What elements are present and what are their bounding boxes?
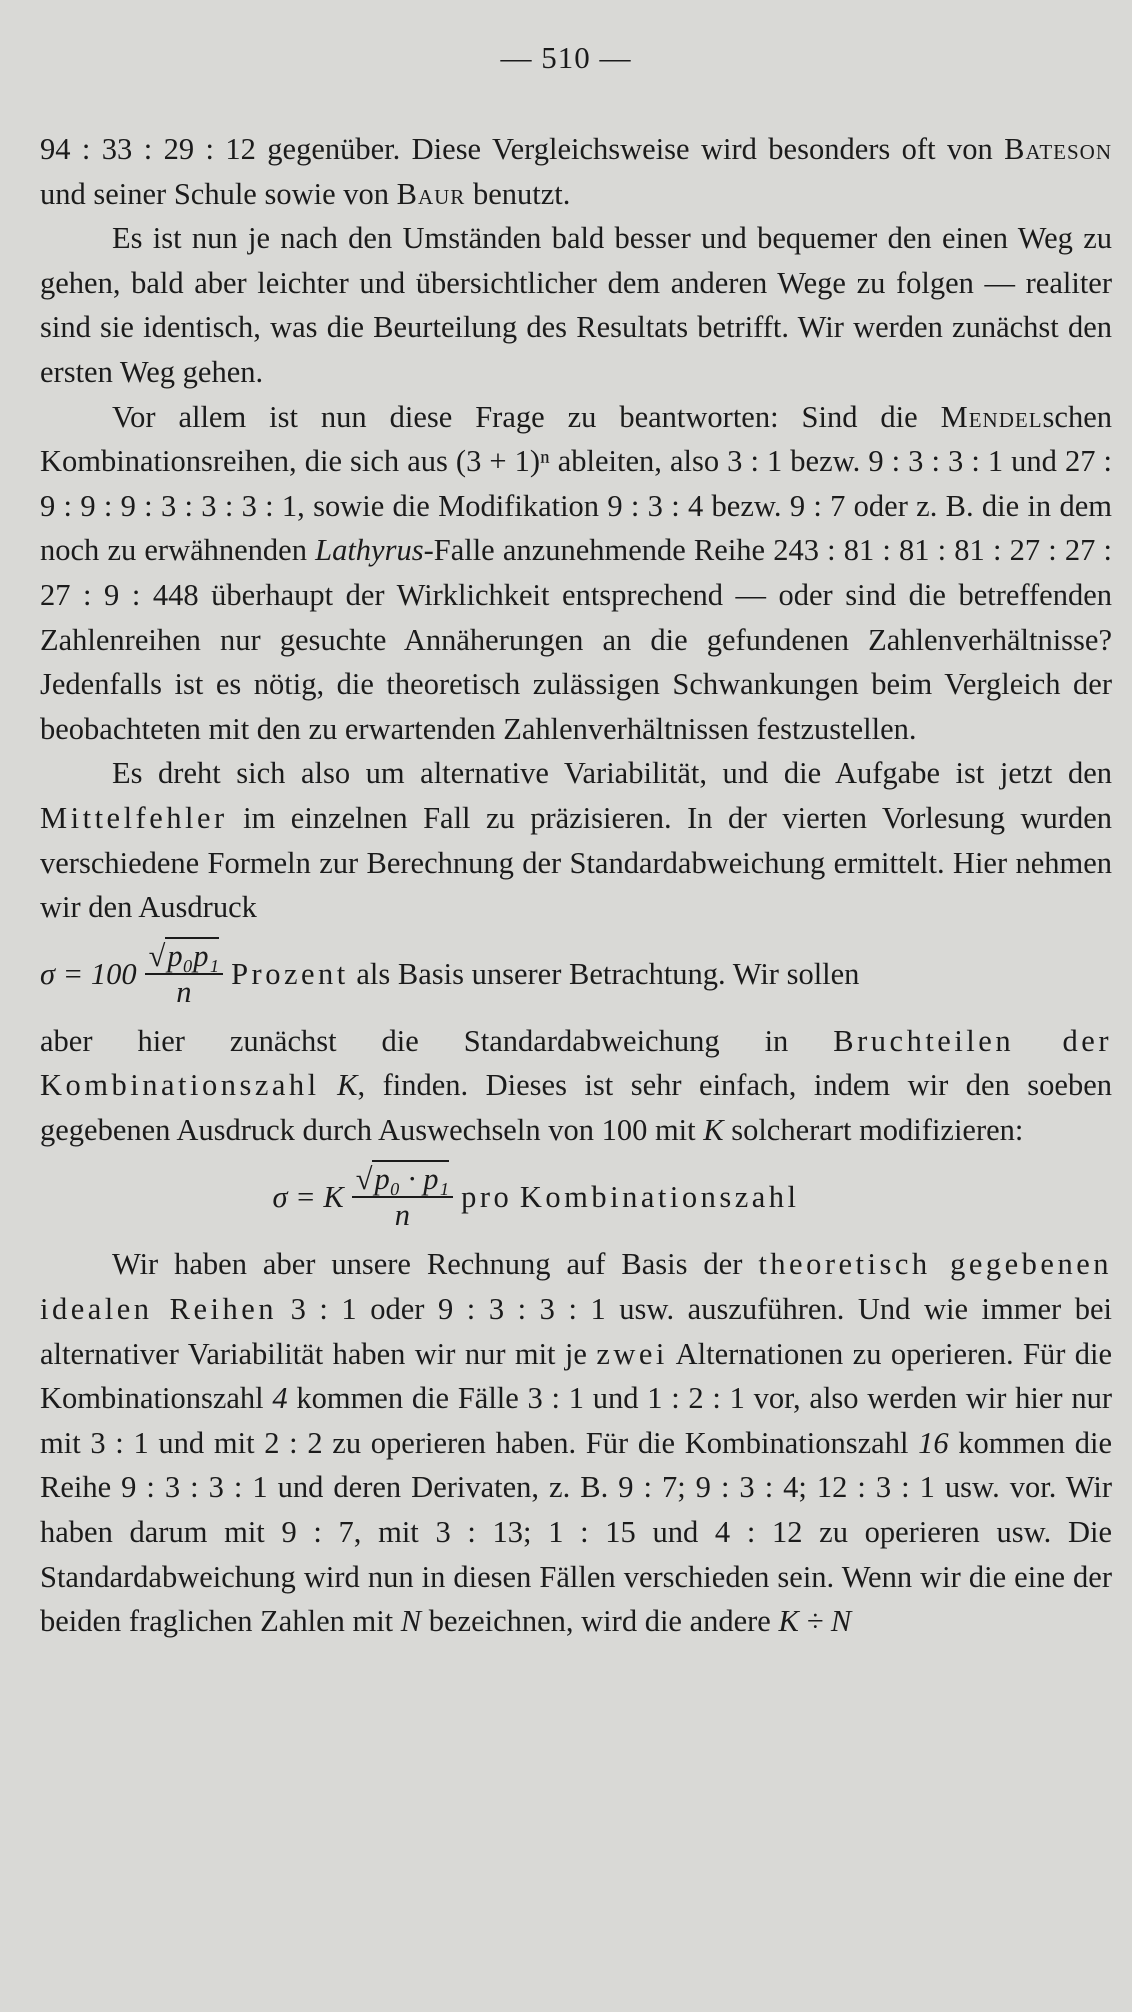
variable-n: N	[400, 1604, 422, 1639]
sqrt-icon: √	[148, 939, 166, 974]
text-span: bezeichnen, wird die andere	[421, 1604, 779, 1639]
text-span: Vor allem ist nun diese Frage zu beantworten: Sind die	[112, 399, 941, 434]
formula-1-line	[40, 930, 1112, 1019]
spaced-term: Mittelfehler	[40, 800, 228, 835]
expression-k-minus-n: K ÷ N	[778, 1604, 852, 1639]
text-span: , finden. Dieses ist sehr einfach, indem wir den soeben gegebenen Ausdruck durch Auswechseln von 100 mit	[40, 1068, 1113, 1147]
paragraph-3	[40, 395, 1112, 752]
text-span: Wir haben aber unsere Rechnung auf Basis der	[112, 1247, 759, 1282]
formula-2-line	[40, 1152, 1112, 1242]
formula-1-denominator: n	[176, 975, 192, 1010]
formula-1-unit: Prozent	[231, 956, 349, 991]
paragraph-2: Es ist nun je nach den Umständen bald besser und bequemer den einen Weg zu gehen, bald aber leichter und übersichtlicher dem anderen Wege zu folgen — realiter sind sie identisch, was die Beurteilung des Resultats betrifft. Wir werden zunächst den ersten Weg gehen.	[40, 221, 1112, 389]
author-name-mendel: Mendel	[940, 399, 1043, 434]
author-name-bateson: Bateson	[1004, 132, 1112, 166]
spaced-term: theoretisch gegebenen idealen Reihen	[40, 1247, 1112, 1327]
text-span: Alternationen zu operieren. Für die Kombinationszahl	[40, 1336, 1112, 1416]
formula-1-numerator	[145, 939, 223, 975]
formula-2-denominator: n	[394, 1198, 411, 1233]
paragraph-5	[40, 1019, 1112, 1153]
formula-2-radicand: p₀ · p₁	[374, 1162, 450, 1197]
paragraph-1	[40, 127, 1112, 216]
text-span: kommen die Fälle 3 : 1 und 1 : 2 : 1 vor, also werden wir hier nur mit 3 : 1 und mit 2 : 2 zu operieren haben. Für die Kombinationszahl	[40, 1381, 1112, 1460]
formula-1-rest: als Basis unserer Betrachtung. Wir sollen	[348, 956, 860, 991]
text-span: schen Kombinationsreihen, die sich aus (3 + 1)ⁿ ableiten, also 3 : 1 bezw. 9 : 3 : 3 : 1 und 27 : 9 : 9 : 9 : 3 : 3 : 3 : 1, sowie die Modifikation 9 : 3 : 4 bezw. 9 : 7 oder z. B. die in dem noch zu erwähnenden	[40, 399, 1112, 568]
text-span: -Falle anzunehmende Reihe 243 : 81 : 81 : 81 : 27 : 27 : 27 : 9 : 448 überhaupt der Wirklichkeit entsprechend — oder sind die betreffenden Zahlenreihen nur gesuchte Annäherungen an die gefundenen Zahlenverhältnisse? Jedenfalls ist es nötig, die theoretisch zulässigen Schwankungen beim Vergleich der beobachteten mit den zu erwartenden Zahlenverhältnissen festzustellen.	[40, 533, 1112, 746]
formula-2-fraction	[352, 1162, 453, 1232]
text-span: 3 : 1 oder 9 : 3 : 3 : 1 usw. auszuführen. Und wie immer bei alternativer Variabilität haben wir nur mit je	[40, 1292, 1112, 1371]
italic-number: 16	[918, 1425, 949, 1460]
formula-1-lhs: σ = 100	[40, 956, 137, 991]
formula-2-unit: Kombinationszahl	[519, 1180, 800, 1215]
text-span: solcherart modifizieren:	[723, 1112, 1024, 1147]
text-span: benutzt.	[465, 176, 571, 211]
variable-k: K	[703, 1112, 724, 1147]
text-span: Es dreht sich also um alternative Variabilität, und die Aufgabe ist jetzt den	[112, 756, 1112, 791]
variable-k: K	[337, 1068, 358, 1103]
spaced-term: Bruchteilen der Kombinationszahl	[40, 1023, 1112, 1103]
sqrt-icon: √	[355, 1162, 373, 1197]
formula-2-lhs: σ = K	[272, 1180, 344, 1215]
formula-1-fraction	[145, 939, 223, 1009]
paragraph-6	[40, 1242, 1112, 1643]
page-number: — 510 —	[500, 40, 632, 75]
formula-1-radicand: p₀p₁	[167, 939, 220, 974]
text-span: und seiner Schule sowie von	[40, 176, 397, 211]
text-span: aber hier zunächst die Standardabweichung in	[40, 1023, 834, 1058]
text-span: kommen die Reihe 9 : 3 : 3 : 1 und deren Derivaten, z. B. 9 : 7; 9 : 3 : 4; 12 : 3 : 1 usw. vor. Wir haben darum mit 9 : 7, mit 3 : 13; 1 : 15 und 4 : 12 zu operieren usw. Die Standardabweichung wird nun in diesen Fällen verschieden sein. Wenn wir die eine der beiden fraglichen Zahlen mit	[40, 1425, 1112, 1639]
spaced-term: zwei	[596, 1336, 668, 1371]
italic-number: 4	[272, 1381, 288, 1416]
author-name-baur: Baur	[396, 176, 466, 211]
formula-2-unit-pro: pro	[461, 1180, 513, 1215]
formula-2-numerator	[352, 1162, 453, 1198]
text-span: 94 : 33 : 29 : 12 gegenüber. Diese Vergleichsweise wird besonders oft von	[40, 132, 1005, 166]
body-text	[40, 127, 1112, 1644]
paragraph-4	[40, 751, 1112, 929]
genus-name: Lathyrus	[315, 533, 424, 568]
text-span: im einzelnen Fall zu präzisieren. In der vierten Vorlesung wurden verschiedene Formeln zur Berechnung der Standardabweichung ermittelt. Hier nehmen wir den Ausdruck	[40, 800, 1112, 925]
